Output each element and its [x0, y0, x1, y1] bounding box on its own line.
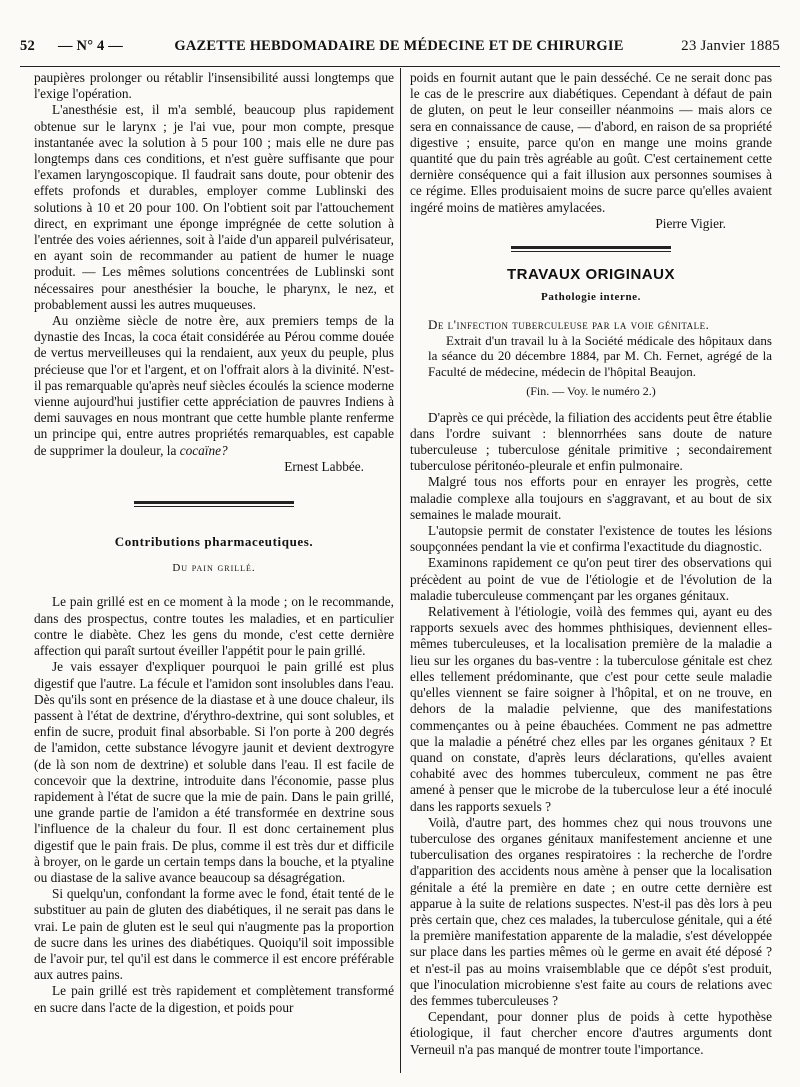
emphasis-text: cocaïne? — [179, 442, 228, 458]
section-separator — [134, 501, 294, 504]
section-title: TRAVAUX ORIGINAUX — [507, 266, 675, 284]
paragraph: L'autopsie permit de constater l'existence de toutes les lésions soupçonnées pendant la vie et confirma l'exactitude du diagnostic. — [410, 523, 772, 555]
paragraph: paupières prolonger ou rétablir l'insensibilité aussi longtemps que l'exige l'opération. — [34, 70, 394, 102]
rubric-title: Pathologie interne. — [541, 291, 641, 304]
paragraph-text: Au onzième siècle de notre ère, aux premiers temps de la dynastie des Incas, la coca était considérée au Pérou comme douée de vertus merveilleuses qui la rendaient, aux yeux du peuple, plus précieuse que l'or et l'argent, et on l'offrait alors à la divinité. N'est-il pas remarquable qu'après neuf siècles écoulés la science moderne vienne aujourd'hui justifier cette appréciation de pauvres Indiens à demi sauvages en nous montrant que cette humble plante renferme un principe qui, entre autres propriétés remarquables, est capable de supprimer la douleur, la — [34, 313, 394, 458]
header-rule — [20, 66, 780, 67]
issue-number: — N° 4 — — [58, 38, 123, 54]
section-title: Contributions pharmaceutiques. — [114, 534, 314, 550]
paragraph: Si quelqu'un, confondant la forme avec le fond, était tenté de le substituer au pain de gluten des diabétiques, il ne serait pas dans le vrai. Le pain de gluten est le seul qui n'augmente pas la proportion de sucre dans les urines des diabétiques. Quoiqu'il soit impossible de l'avoir pur, tel qu'il est dans le commerce il est encore préférable aux autres pains. — [34, 886, 394, 983]
column-divider — [400, 68, 401, 1073]
paragraph — [34, 313, 394, 459]
page-number: 52 — [20, 38, 35, 54]
paragraph: Le pain grillé est très rapidement et complètement transformé en sucre dans l'acte de la digestion, et poids pour — [34, 983, 394, 1015]
journal-title: GAZETTE HEBDOMADAIRE DE MÉDECINE ET DE CHIRURGIE — [174, 38, 624, 54]
paragraph: poids en fournit autant que le pain desséché. Ce ne serait donc pas le cas de le prescrire aux diabétiques. Cependant à défaut de pain de gluten, on peut le leur conseiller néanmoins — mais alors ce sera en connaissance de cause, — d'abord, en raison de sa propriété digestive ; ensuite, parce qu'on en mange une moins grande quantité que du pain très agréable au goût. C'est certainement cette dernière conséquence qui a fait illusion aux personnes soumises à ce régime. Elles produisaient moins de sucre parce qu'elles avaient ingéré moins de matières amylacées. — [410, 70, 772, 215]
author-signature: Pierre Vigier. — [655, 215, 726, 231]
paragraph: Voilà, d'autre part, des hommes chez qui nous trouvons une tuberculose des organes génitaux manifestement ancienne et une tuberculisation des organes respiratoires : la recherche de l'ordre d'apparition des accidents nous amène à penser que la localisation génitale a été la première en date ; en outre cette dernière est apparue à la suite de relations suspectes. N'est-il pas dès lors à peu près certain que, chez ces malades, la tuberculose génitale, qui a été la première manifestation apparente de la maladie, s'est développée sur place dans les parties mêmes où le germe en avait été déposé ? et n'est-il pas au moins vraisemblable que ce dépôt s'est produit, que l'inoculation microbienne s'est faite au cours de relations avec des femmes tuberculeuses ? — [410, 814, 772, 1008]
paragraph: L'anesthésie est, il m'a semblé, beaucoup plus rapidement obtenue sur le larynx ; je l'ai vue, pour mon compte, presque instantanée avec la solution à 5 pour 100 ; mais elle ne dure pas longtemps dans ces conditions, et n'est guère suffisante que pour l'examen laryngoscopique. Il faudrait sans doute, pour obtenir des effets profonds et durables, employer comme Lublinski des solutions à 10 et 20 pour 100. On l'obtient soit par l'attouchement direct, en exprimant une éponge imprégnée de cette solution à l'entrée des voies aériennes, soit à l'aide d'un appareil pulvérisateur, en ayant soin de recommander au patient de humer le nuage produit. — Les mêmes solutions concentrées de Lublinski sont nécessaires pour anesthésier la bouche, le pharynx, le nez, et probablement aussi les autres muqueuses. — [34, 102, 394, 312]
section-separator — [511, 246, 671, 249]
article-title — [410, 317, 772, 333]
right-column — [410, 70, 772, 1058]
issue-date: 23 Janvier 1885 — [681, 38, 780, 54]
article-subtitle: Extrait d'un travail lu à la Société médicale des hôpitaux dans la séance du 20 décembre 1884, par M. Ch. Fernet, agrégé de la Faculté de médecine, médecin de l'hôpital Beaujon. — [428, 332, 772, 379]
paragraph: Malgré tous nos efforts pour en enrayer les progrès, cette maladie complexe alla toujours en s'aggravant, et au bout de six semaines le malade mourait. — [410, 474, 772, 522]
author-signature: Ernest Labbée. — [284, 458, 364, 474]
paragraph: Examinons rapidement ce qu'on peut tirer des observations qui précèdent au point de vue de l'étiologie et de l'évolution de la maladie tuberculeuse commençant par les organes génitaux. — [410, 555, 772, 603]
left-column — [34, 70, 394, 1016]
paragraph: Relativement à l'étiologie, voilà des femmes qui, ayant eu des rapports sexuels avec des hommes phthisiques, deviennent elles-mêmes tuberculeuses, et la localisation première de la maladie a lieu sur les organes du bas-ventre : la tuberculose génitale est chez elles tellement prédominante, que c'est pour cette seule maladie qu'elles viennent se faire soigner à l'hôpital, et on ne trouve, en dehors de la maladie pelvienne, que des manifestations commençantes ou à peine ébauchées. Comment ne pas admettre que la maladie a pénétré chez elles par les organes génitaux ? Et quand on constate, d'après leurs déclarations, qu'elles avaient cohabité avec des hommes tuberculeux, comment ne pas être amené à penser que le microbe de la tuberculose leur a été inoculé dans les rapports sexuels ? — [410, 604, 772, 814]
paragraph: Je vais essayer d'expliquer pourquoi le pain grillé est plus digestif que l'autre. La fécule et l'amidon sont insolubles dans l'eau. Dès qu'ils sont en présence de la diastase et à une douce chaleur, ils passent à l'état de dextrine, d'érythro-dextrine, qui sont solubles, et enfin de sucre, produit final absorbable. Si l'on porte à 200 degrés de l'amidon, cette substance lévogyre jaunit et devient dextrogyre (de là son nom de dextrine) et soluble dans l'eau. Il est facile de concevoir que la dextrine, introduite dans l'économie, passe plus rapidement à l'état de sucre que la mie de pain. Dans le pain grillé, une grande partie de l'amidon a été transformée en dextrine sous l'influence de la chaleur du four. Il est donc certainement plus digestif que le pain frais. De plus, comme il est très dur et difficile à broyer, on le garde un certain temps dans la bouche, et la ptyaline ou diastase de la salive avance beaucoup sa désagrégation. — [34, 659, 394, 885]
paragraph: Cependant, pour donner plus de poids à cette hypothèse étiologique, il faut chercher encore d'autres arguments dont Verneuil n'a pas manqué de montrer toute l'importance. — [410, 1009, 772, 1057]
subsection-title: Du pain grillé. — [172, 562, 256, 575]
article-title-text: De l'infection tuberculeuse par la voie génitale. — [428, 317, 710, 333]
paragraph: Le pain grillé est en ce moment à la mode ; on le recommande, dans des prospectus, contre toutes les maladies, et en particulier contre le diabète. Chez les gens du monde, c'est cette dernière affection qui paraît surtout éveiller l'appétit pour le pain grillé. — [34, 594, 394, 659]
paragraph: D'après ce qui précède, la filiation des accidents peut être établie dans l'ordre suivant : blennorrhées sans doute de nature tuberculeuse ; tuberculose génitale primitive ; secondairement tuberculose péritonéo-pleurale et enfin pulmonaire. — [410, 409, 772, 474]
page-header — [20, 38, 780, 64]
continuation-note: (Fin. — Voy. le numéro 2.) — [526, 384, 656, 399]
